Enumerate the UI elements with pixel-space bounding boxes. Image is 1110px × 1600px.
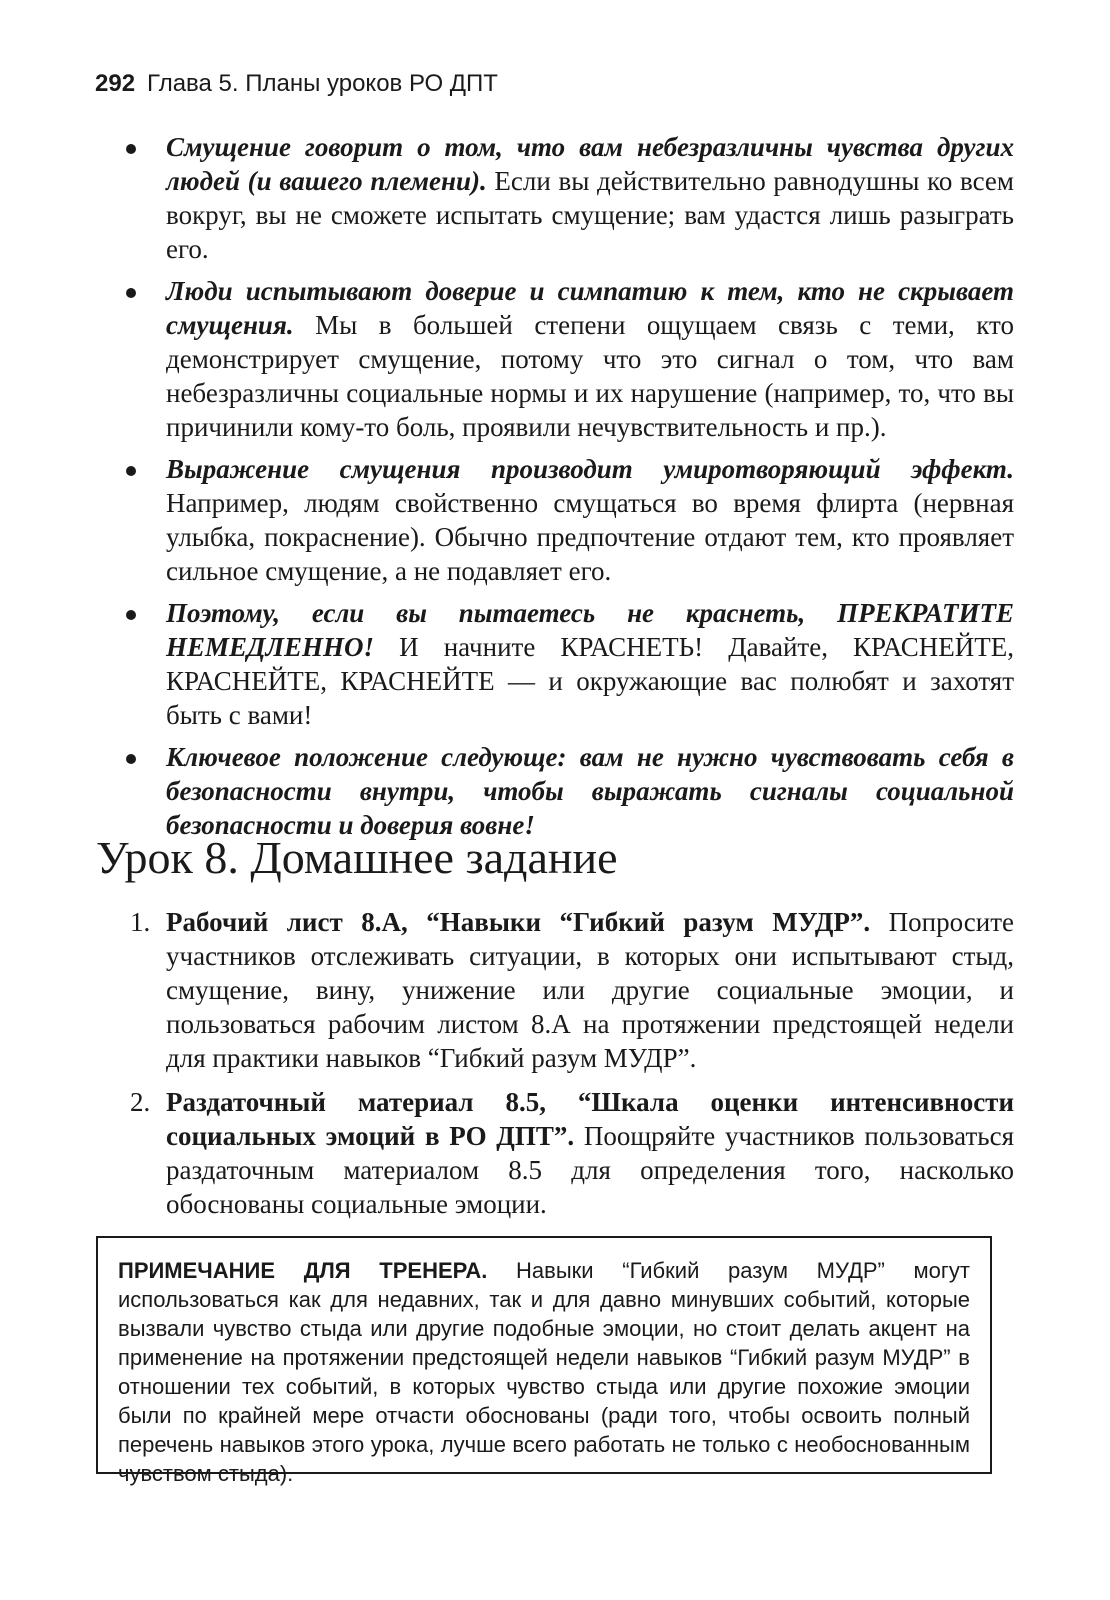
- trainer-note-box: [96, 1236, 992, 1486]
- homework-list: [96, 905, 1014, 1231]
- homework-item: [96, 1085, 1014, 1221]
- bullet-dot-icon: [126, 288, 136, 298]
- bullet-lead: Смущение говорит о том, что вам небезразличны чувства других людей (и вашего племени).: [166, 132, 1014, 196]
- bullet-list: [96, 130, 1014, 850]
- bullet-lead: Люди испытывают доверие и симпатию к тем, кто не скрывает смущения.: [166, 276, 1014, 340]
- homework-item: [96, 905, 1014, 1075]
- bullet-text: Например, людям свойственно смущаться во время флирта (нервная улыбка, покраснение). Обычно предпочтение отдают тем, кто проявляет сильное смущение, а не подавляет его.: [166, 488, 1014, 586]
- bullet-item: [96, 452, 1014, 588]
- bullet-item: [96, 596, 1014, 732]
- bullet-lead: Поэтому, если вы пытаетесь не краснеть, ПРЕКРАТИТЕ НЕМЕДЛЕННО!: [166, 598, 1014, 662]
- bullet-dot-icon: [126, 754, 136, 764]
- homework-lead: Раздаточный материал 8.5, “Шкала оценки интенсивности социальных эмоций в РО ДПТ”.: [166, 1087, 1014, 1151]
- bullet-lead: Выражение смущения производит умиротворяющий эффект.: [166, 454, 1014, 484]
- homework-number: 2.: [130, 1087, 151, 1117]
- homework-lead: Рабочий лист 8.А, “Навыки “Гибкий разум МУДР”.: [166, 907, 871, 937]
- bullet-text: Если вы действительно равнодушны ко всем вокруг, вы не сможете испытать смущение; вам удастся лишь разыграть его.: [166, 166, 1014, 264]
- homework-text: Попросите участников отслеживать ситуации, в которых они испытывают стыд, смущение, вину, унижение или другие социальные эмоции, и пользоваться рабочим листом 8.А на протяжении предстоящей недели для практики навыков “Гибкий разум МУДР”.: [166, 907, 1014, 1073]
- bullet-item: [96, 130, 1014, 266]
- chapter-title: Глава 5. Планы уроков РО ДПТ: [147, 70, 498, 97]
- page-number: 292: [95, 70, 136, 97]
- homework-text: Поощряйте участников пользоваться раздаточным материалом 8.5 для определения того, насколько обоснованы социальные эмоции.: [166, 1121, 1014, 1219]
- homework-number: 1.: [130, 907, 151, 937]
- lesson-title: Урок 8. Домашнее задание: [96, 832, 618, 883]
- bullet-item: [96, 740, 1014, 842]
- bullet-item: [96, 274, 1014, 444]
- bullet-dot-icon: [126, 466, 136, 476]
- bullet-dot-icon: [126, 610, 136, 620]
- running-head: [95, 70, 498, 98]
- bullet-text: И начните КРАСНЕТЬ! Давайте, КРАСНЕЙТЕ, КРАСНЕЙТЕ, КРАСНЕЙТЕ — и окружающие вас полюбят и захотят быть с вами!: [166, 632, 1014, 730]
- bullet-lead: Ключевое положение следующе: вам не нужно чувствовать себя в безопасности внутри, чтобы выражать сигналы социальной безопасности и доверия вовне!: [166, 742, 1014, 840]
- trainer-note-text: Навыки “Гибкий разум МУДР” могут использоваться как для недавних, так и для давно минувших событий, которые вызвали чувство стыда или другие подобные эмоции, но стоит делать акцент на применение на протяжении предстоящей недели навыков “Гибкий разум МУДР” в отношении тех событий, в которых чувство стыда или другие похожие эмоции были по крайней мере отчасти обоснованы (ради того, чтобы освоить полный перечень навыков этого урока, лучше всего работать не только с необоснованным чувством стыда).: [118, 1258, 970, 1486]
- bullet-text: Мы в большей степени ощущаем связь с теми, кто демонстрирует смущение, потому что это сигнал о том, что вам небезразличны социальные нормы и их нарушение (например, то, что вы причинили кому-то боль, проявили нечувствительность и пр.).: [166, 310, 1014, 442]
- bullet-dot-icon: [126, 144, 136, 154]
- trainer-note-label: ПРИМЕЧАНИЕ ДЛЯ ТРЕНЕРА.: [118, 1258, 488, 1283]
